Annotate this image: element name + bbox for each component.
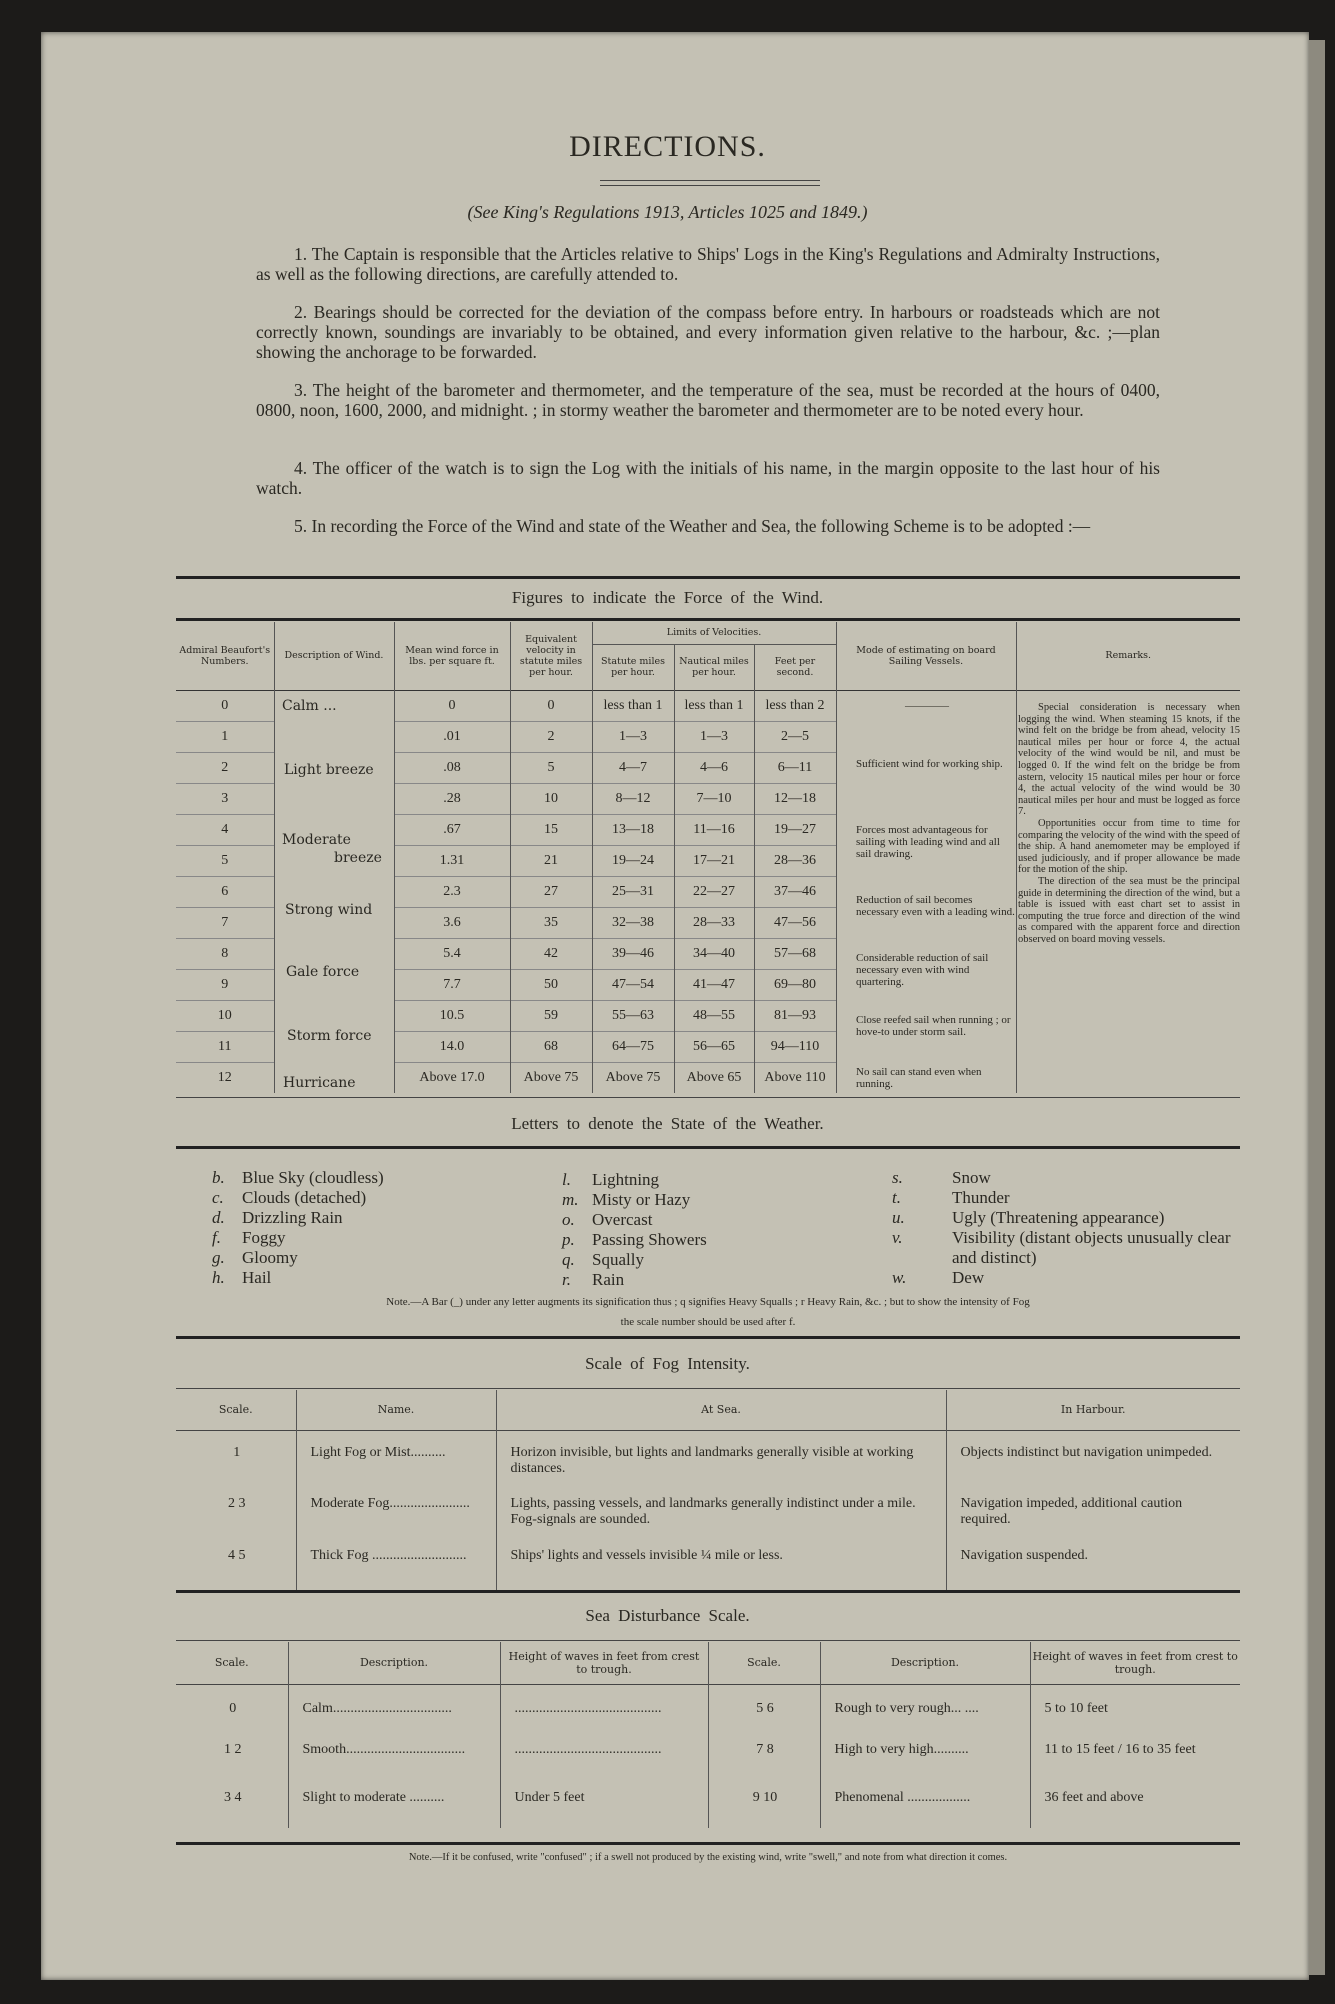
mode-moderate: Forces most advantageous for sailing with leading wind and all sail drawing. <box>856 824 1000 860</box>
sea-scale-2: 9 10 <box>708 1780 820 1828</box>
paragraph-1: 1. The Captain is responsible that the Articles relative to Ships' Logs in the King's Regulations and Admiralty Instructions, as well as the following directions, are carefully attended to. <box>256 244 1160 284</box>
weather-meaning: Hail <box>242 1268 272 1287</box>
mean-force: 10.5 <box>394 1000 510 1031</box>
weather-meaning: Lightning <box>592 1170 660 1189</box>
mode-hurricane: No sail can stand even when running. <box>856 1066 982 1090</box>
remark-1: Special consideration is necessary when logging the wind. When steaming 15 knots, if the wind felt on the bridge be from ahead, velocity 15 nautical miles per hour or force 4, the actual velocity of the wind would be nil, and must be logged 0. If the wind felt on the bridge be from astern, velocity 15 nautical miles per hour or force 4, the actual velocity of the wind would be 30 nautical miles per hour and must be logged as force 7. <box>1018 702 1240 818</box>
sea-header-desc-1: Description. <box>288 1642 500 1684</box>
weather-letter-item <box>212 1268 384 1288</box>
weather-letter: m. <box>562 1190 579 1209</box>
sea-scale-1: 3 4 <box>224 1790 242 1805</box>
fog-scale: 1 <box>233 1444 241 1460</box>
equiv-velocity: Above 75 <box>510 1062 592 1093</box>
header-description: Description of Wind. <box>274 622 394 690</box>
sea-row <box>176 1732 1240 1780</box>
wind-row <box>176 1000 1240 1031</box>
equiv-velocity: 21 <box>510 845 592 876</box>
statute-miles: 1—3 <box>592 721 674 752</box>
rule <box>176 618 1240 621</box>
remark-2: Opportunities occur from time to time for comparing the velocity of the wind with the speed of the ship. A hand anemometer may be employed if used judiciously, and if proper allowance be made for the motion of the ship. <box>1018 817 1240 876</box>
beaufort-number: 7 <box>176 907 274 938</box>
weather-letter-item <box>212 1208 384 1228</box>
fog-scale: 2 3 <box>228 1496 246 1511</box>
mean-force: 1.31 <box>394 845 510 876</box>
equiv-velocity: 35 <box>510 907 592 938</box>
feet-per-second: Above 110 <box>754 1062 836 1093</box>
weather-letter-item <box>892 1208 1252 1228</box>
fog-sea: Horizon invisible, but lights and landmarks generally visible at working distances. <box>496 1430 946 1488</box>
sea-desc-1: Slight to moderate .......... <box>288 1780 500 1828</box>
sea-desc-2: High to very high.......... <box>820 1732 1030 1780</box>
sea-scale-2: 7 8 <box>708 1732 820 1780</box>
header-mode: Mode of estimating on board Sailing Vessels. <box>836 622 1016 690</box>
statute-miles: 47—54 <box>592 969 674 1000</box>
fog-scale: 4 5 <box>228 1548 246 1563</box>
feet-per-second: 69—80 <box>754 969 836 1000</box>
nautical-miles: 17—21 <box>674 845 754 876</box>
weather-letter-item <box>212 1248 384 1268</box>
nautical-miles: 22—27 <box>674 876 754 907</box>
description-cell <box>274 783 394 814</box>
nautical-miles: 41—47 <box>674 969 754 1000</box>
mean-force: 3.6 <box>394 907 510 938</box>
beaufort-number: 5 <box>176 845 274 876</box>
rule <box>176 1388 1240 1389</box>
sea-scale-1: 0 <box>229 1700 237 1716</box>
sea-height-1: .......................................... <box>500 1732 708 1780</box>
weather-letter-item <box>212 1228 384 1248</box>
paragraph-5: 5. In recording the Force of the Wind and state of the Weather and Sea, the following Scheme is to be adopted :— <box>294 516 1091 536</box>
wind-table-title: Figures to indicate the Force of the Wind. <box>511 588 824 607</box>
rule <box>176 1146 1240 1149</box>
feet-per-second: 94—110 <box>754 1031 836 1062</box>
fog-title: Scale of Fog Intensity. <box>585 1354 750 1373</box>
weather-letter-item <box>212 1188 384 1208</box>
sea-row <box>176 1684 1240 1732</box>
weather-letter: r. <box>562 1270 571 1289</box>
beaufort-number: 4 <box>176 814 274 845</box>
statute-miles: 39—46 <box>592 938 674 969</box>
weather-meaning: Clouds (detached) <box>242 1188 367 1207</box>
subtitle: (See King's Regulations 1913, Articles 1025 and 1849.) <box>467 202 868 222</box>
beaufort-number: 2 <box>176 752 274 783</box>
weather-letter: v. <box>892 1228 903 1247</box>
weather-meaning: Rain <box>592 1270 625 1289</box>
sea-header-height-1: Height of waves in feet from crest to trough. <box>500 1642 708 1684</box>
nautical-miles: less than 1 <box>674 690 754 721</box>
fog-harbour: Objects indistinct but navigation unimpeded. <box>946 1430 1240 1488</box>
statute-miles: 4—7 <box>592 752 674 783</box>
sea-height-2: 36 feet and above <box>1030 1780 1240 1828</box>
sea-note: Note.—If it be confused, write "confused" ; if a swell not produced by the existing wind, write "swell," and note from what direction it comes. <box>408 1852 1008 1863</box>
weather-meaning: Ugly (Threatening appearance) <box>952 1208 1165 1227</box>
header-feet: Feet per second. <box>754 644 836 690</box>
mean-force: .67 <box>394 814 510 845</box>
weather-letter-item <box>212 1168 384 1188</box>
equiv-velocity: 2 <box>510 721 592 752</box>
mean-force: 2.3 <box>394 876 510 907</box>
paragraph-3: 3. The height of the barometer and thermometer, and the temperature of the sea, must be recorded at the hours of 0400, 0800, noon, 1600, 2000, and midnight. ; in stormy weather the barometer and thermometer are to be noted every hour. <box>256 380 1160 420</box>
sea-header-scale-1: Scale. <box>214 1656 249 1670</box>
weather-letter-item <box>562 1190 707 1210</box>
header-beaufort: Admiral Beaufort's Numbers. <box>179 644 271 667</box>
sea-desc-1: Calm.................................. <box>288 1684 500 1732</box>
weather-meaning: Passing Showers <box>592 1230 707 1249</box>
mean-force: 5.4 <box>394 938 510 969</box>
description-cell <box>274 721 394 752</box>
nautical-miles: 28—33 <box>674 907 754 938</box>
feet-per-second: 6—11 <box>754 752 836 783</box>
mode-cell <box>836 721 1016 752</box>
sea-scale-2: 5 6 <box>708 1684 820 1732</box>
weather-letter-item <box>562 1270 707 1290</box>
statute-miles: 19—24 <box>592 845 674 876</box>
weather-letter: p. <box>562 1230 575 1249</box>
fog-header-scale: Scale. <box>218 1403 253 1417</box>
sea-height-1: Under 5 feet <box>500 1780 708 1828</box>
beaufort-number: 12 <box>176 1062 274 1093</box>
desc-gale-force: Gale force <box>286 964 360 980</box>
beaufort-number: 11 <box>176 1031 274 1062</box>
desc-strong-wind: Strong wind <box>285 902 373 918</box>
statute-miles: 8—12 <box>592 783 674 814</box>
weather-letter-item <box>562 1230 707 1250</box>
weather-letter-item <box>892 1228 1252 1268</box>
desc-moderate: Moderate <box>282 832 351 848</box>
weather-letter: f. <box>212 1228 221 1247</box>
fog-name: Light Fog or Mist.......... <box>296 1430 496 1488</box>
weather-letter: q. <box>562 1250 575 1269</box>
rule <box>176 1842 1240 1845</box>
sea-scale-1: 1 2 <box>224 1742 242 1757</box>
desc-hurricane: Hurricane <box>283 1075 356 1091</box>
weather-letter: t. <box>892 1188 901 1207</box>
remarks-column <box>1018 702 1240 945</box>
statute-miles: 64—75 <box>592 1031 674 1062</box>
remarks-cell <box>1016 1000 1240 1031</box>
feet-per-second: 81—93 <box>754 1000 836 1031</box>
mean-force: 0 <box>394 690 510 721</box>
page-edge <box>1309 40 1325 1975</box>
sea-title: Sea Disturbance Scale. <box>585 1606 750 1625</box>
weather-letter-item <box>892 1188 1252 1208</box>
sea-desc-1: Smooth.................................. <box>288 1732 500 1780</box>
desc-light-breeze: Light breeze <box>284 762 374 778</box>
description-cell <box>274 1000 394 1031</box>
mean-force: 7.7 <box>394 969 510 1000</box>
header-nautical: Nautical miles per hour. <box>674 644 754 690</box>
beaufort-number: 9 <box>176 969 274 1000</box>
weather-letter: b. <box>212 1168 225 1187</box>
weather-meaning: Blue Sky (cloudless) <box>242 1168 384 1187</box>
fog-table <box>176 1390 1240 1592</box>
weather-letter-item <box>892 1268 1252 1288</box>
sea-height-2: 5 to 10 feet <box>1030 1684 1240 1732</box>
fog-name: Thick Fog ........................... <box>296 1540 496 1592</box>
fog-sea: Ships' lights and vessels invisible ¼ mile or less. <box>496 1540 946 1592</box>
statute-miles: 32—38 <box>592 907 674 938</box>
sea-table <box>176 1642 1240 1828</box>
weather-meaning: Misty or Hazy <box>592 1190 691 1209</box>
weather-meaning: Overcast <box>592 1210 653 1229</box>
nautical-miles: 48—55 <box>674 1000 754 1031</box>
beaufort-number: 3 <box>176 783 274 814</box>
feet-per-second: 47—56 <box>754 907 836 938</box>
header-limits: Limits of Velocities. <box>592 622 836 644</box>
header-remarks: Remarks. <box>1016 622 1240 690</box>
nautical-miles: 4—6 <box>674 752 754 783</box>
mean-force: .28 <box>394 783 510 814</box>
sea-height-2: 11 to 15 feet / 16 to 35 feet <box>1030 1732 1240 1780</box>
statute-miles: 55—63 <box>592 1000 674 1031</box>
sea-height-1: .......................................... <box>500 1684 708 1732</box>
header-equiv-velocity: Equivalent velocity in statute miles per hour. <box>510 622 592 690</box>
statute-miles: 25—31 <box>592 876 674 907</box>
mode-cell <box>836 783 1016 814</box>
fog-sea: Lights, passing vessels, and landmarks generally indistinct under a mile. Fog-signals are sounded. <box>496 1488 946 1540</box>
rule <box>176 1640 1240 1641</box>
weather-col-1 <box>212 1168 384 1288</box>
mode-strong: Reduction of sail becomes necessary even with a leading wind. <box>856 894 1015 918</box>
sea-header-height-2: Height of waves in feet from crest to trough. <box>1030 1642 1240 1684</box>
feet-per-second: 2—5 <box>754 721 836 752</box>
fog-row <box>176 1488 1240 1540</box>
feet-per-second: 37—46 <box>754 876 836 907</box>
weather-letter: h. <box>212 1268 225 1287</box>
equiv-velocity: 50 <box>510 969 592 1000</box>
equiv-velocity: 59 <box>510 1000 592 1031</box>
equiv-velocity: 5 <box>510 752 592 783</box>
weather-letter: c. <box>212 1188 224 1207</box>
nautical-miles: 11—16 <box>674 814 754 845</box>
weather-meaning: Snow <box>952 1168 991 1187</box>
fog-harbour: Navigation impeded, additional caution required. <box>946 1488 1240 1540</box>
title-rule <box>600 180 820 186</box>
weather-letter: w. <box>892 1268 907 1287</box>
weather-meaning: Squally <box>592 1250 644 1269</box>
weather-letter: l. <box>562 1170 571 1189</box>
rule <box>176 1336 1240 1339</box>
mean-force: .01 <box>394 721 510 752</box>
sea-row <box>176 1780 1240 1828</box>
nautical-miles: 7—10 <box>674 783 754 814</box>
fog-row <box>176 1430 1240 1488</box>
weather-letter-item <box>562 1210 707 1230</box>
weather-note-2: the scale number should be used after f. <box>620 1316 796 1328</box>
weather-note-1: Note.—A Bar (_) under any letter augments its signification thus ; q signifies Heavy Squalls ; r Heavy Rain, &c. ; but to show the intensity of Fog <box>386 1296 1030 1308</box>
mean-force: .08 <box>394 752 510 783</box>
mean-force: 14.0 <box>394 1031 510 1062</box>
weather-letter: o. <box>562 1210 575 1229</box>
weather-letter: s. <box>892 1168 903 1187</box>
equiv-velocity: 15 <box>510 814 592 845</box>
sea-header-scale-2: Scale. <box>708 1642 820 1684</box>
beaufort-number: 10 <box>176 1000 274 1031</box>
weather-col-3 <box>892 1168 1252 1288</box>
nautical-miles: 34—40 <box>674 938 754 969</box>
remarks-cell <box>1016 1062 1240 1093</box>
remarks-cell <box>1016 969 1240 1000</box>
beaufort-number: 1 <box>176 721 274 752</box>
mode-storm: Close reefed sail when running ; or hove-to under storm sail. <box>856 1014 1011 1038</box>
mode-gale: Considerable reduction of sail necessary even with wind quartering. <box>856 952 989 988</box>
desc-storm-force: Storm force <box>287 1028 372 1044</box>
feet-per-second: 28—36 <box>754 845 836 876</box>
remarks-cell <box>1016 1031 1240 1062</box>
paragraph-4: 4. The officer of the watch is to sign the Log with the initials of his name, in the margin opposite to the last hour of his watch. <box>256 458 1160 498</box>
feet-per-second: 57—68 <box>754 938 836 969</box>
beaufort-number: 0 <box>221 697 229 713</box>
statute-miles: less than 1 <box>592 690 674 721</box>
feet-per-second: 19—27 <box>754 814 836 845</box>
feet-per-second: less than 2 <box>754 690 836 721</box>
sea-desc-2: Rough to very rough... .... <box>820 1684 1030 1732</box>
nautical-miles: 1—3 <box>674 721 754 752</box>
weather-col-2 <box>562 1170 707 1290</box>
weather-letter-item <box>562 1170 707 1190</box>
weather-letter: d. <box>212 1208 225 1227</box>
equiv-velocity: 10 <box>510 783 592 814</box>
page-title: DIRECTIONS. <box>569 130 766 163</box>
fog-header-name: Name. <box>296 1390 496 1430</box>
header-statute: Statute miles per hour. <box>592 644 674 690</box>
weather-letter: g. <box>212 1248 225 1267</box>
statute-miles: 13—18 <box>592 814 674 845</box>
weather-letter-item <box>892 1168 1252 1188</box>
mean-force: Above 17.0 <box>394 1062 510 1093</box>
equiv-velocity: 42 <box>510 938 592 969</box>
nautical-miles: Above 65 <box>674 1062 754 1093</box>
weather-meaning: Dew <box>952 1268 985 1287</box>
desc-calm: Calm ... <box>282 698 337 714</box>
beaufort-number: 8 <box>176 938 274 969</box>
equiv-velocity: 27 <box>510 876 592 907</box>
weather-meaning: Visibility (distant objects unusually clear and distinct) <box>952 1228 1231 1267</box>
rule <box>176 576 1240 579</box>
weather-meaning: Foggy <box>242 1228 286 1247</box>
weather-letter-item <box>562 1250 707 1270</box>
equiv-velocity: 68 <box>510 1031 592 1062</box>
paragraph-2: 2. Bearings should be corrected for the deviation of the compass before entry. In harbours or roadsteads which are not correctly known, soundings are invariably to be obtained, and every information given relative to the harbour, &c. ;—plan showing the anchorage to be forwarded. <box>256 302 1160 362</box>
weather-meaning: Drizzling Rain <box>242 1208 343 1227</box>
weather-letter: u. <box>892 1208 905 1227</box>
desc-moderate-breeze: breeze <box>334 850 382 866</box>
sea-header-desc-2: Description. <box>820 1642 1030 1684</box>
statute-miles: Above 75 <box>592 1062 674 1093</box>
weather-title: Letters to denote the State of the Weather. <box>511 1114 824 1133</box>
mode-light: Sufficient wind for working ship. <box>856 758 1003 770</box>
sea-desc-2: Phenomenal .................. <box>820 1780 1030 1828</box>
rule <box>176 1590 1240 1593</box>
fog-header-sea: At Sea. <box>496 1390 946 1430</box>
fog-row <box>176 1540 1240 1592</box>
mode-calm: ———— <box>905 700 949 712</box>
fog-harbour: Navigation suspended. <box>946 1540 1240 1592</box>
remark-3: The direction of the sea must be the principal guide in determining the direction of the wind, but a table is issued with east chart set to assist in computing the true force and direction of the wind as compared with the apparent force and direction observed on board moving vessels. <box>1018 875 1240 945</box>
fog-name: Moderate Fog....................... <box>296 1488 496 1540</box>
header-mean-force: Mean wind force in lbs. per square ft. <box>394 622 510 690</box>
rule <box>176 1097 1240 1098</box>
fog-header-harbour: In Harbour. <box>946 1390 1240 1430</box>
nautical-miles: 56—65 <box>674 1031 754 1062</box>
weather-meaning: Thunder <box>952 1188 1010 1207</box>
weather-meaning: Gloomy <box>242 1248 298 1267</box>
feet-per-second: 12—18 <box>754 783 836 814</box>
beaufort-number: 6 <box>176 876 274 907</box>
equiv-velocity: 0 <box>510 690 592 721</box>
